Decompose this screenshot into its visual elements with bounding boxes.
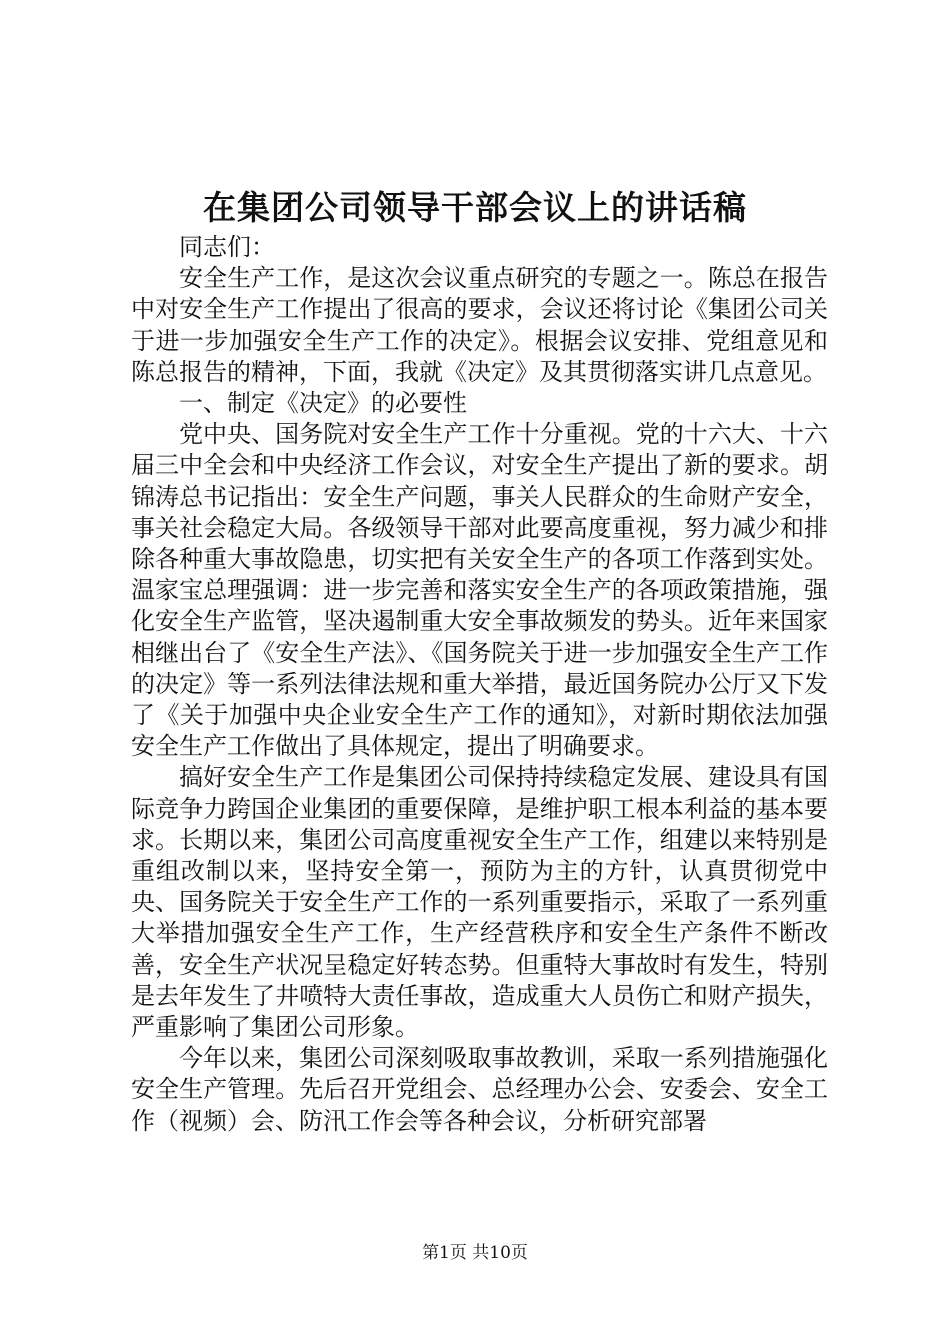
page-number-footer: 第1页 共10页 [422,1243,528,1263]
salutation: 同志们： [179,233,275,261]
paragraph-this-year: 今年以来，集团公司深刻吸取事故教训，采取一系列措施强化安全生产管理。先后召开党组会、总经理办公会、安委会、安全工作（视频）会、防汛工作会等各种会议，分析研究部署 [131,1044,828,1135]
section-heading-1: 一、制定《决定》的必要性 [179,389,467,418]
paragraph-group-importance: 搞好安全生产工作是集团公司保持持续稳定发展、建设具有国际竞争力跨国企业集团的重要保障，是维护职工根本利益的基本要求。长期以来，集团公司高度重视安全生产工作，组建以来特别是重组改制以来，坚持安全第一，预防为主的方针，认真贯彻党中央、国务院关于安全生产工作的一系列重要指示，采取了一系列重大举措加强安全生产工作，生产经营秩序和安全生产条件不断改善，安全生产状况呈稳定好转态势。但重特大事故时有发生，特别是去年发生了井喷特大责任事故，造成重大人员伤亡和财产损失，严重影响了集团公司形象。 [131,763,828,1042]
document-body [131,232,828,1137]
document-title: 在集团公司领导干部会议上的讲话稿 [203,188,747,227]
paragraph-intro: 安全生产工作，是这次会议重点研究的专题之一。陈总在报告中对安全生产工作提出了很高的要求，会议还将讨论《集团公司关于进一步加强安全生产工作的决定》。根据会议安排、党组意见和陈总报告的精神，下面，我就《决定》及其贯彻落实讲几点意见。 [131,264,828,386]
paragraph-central-requirements: 党中央、国务院对安全生产工作十分重视。党的十六大、十六届三中全会和中央经济工作会议，对安全生产提出了新的要求。胡锦涛总书记指出：安全生产问题，事关人民群众的生命财产安全，事关社会稳定大局。各级领导干部对此要高度重视，努力减少和排除各种重大事故隐患，切实把有关安全生产的各项工作落到实处。温家宝总理强调：进一步完善和落实安全生产的各项政策措施，强化安全生产监管，坚决遏制重大安全事故频发的势头。近年来国家相继出台了《安全生产法》、《国务院关于进一步加强安全生产工作的决定》等一系列法律法规和重大举措，最近国务院办公厅又下发了《关于加强中央企业安全生产工作的通知》，对新时期依法加强安全生产工作做出了具体规定，提出了明确要求。 [131,420,828,761]
